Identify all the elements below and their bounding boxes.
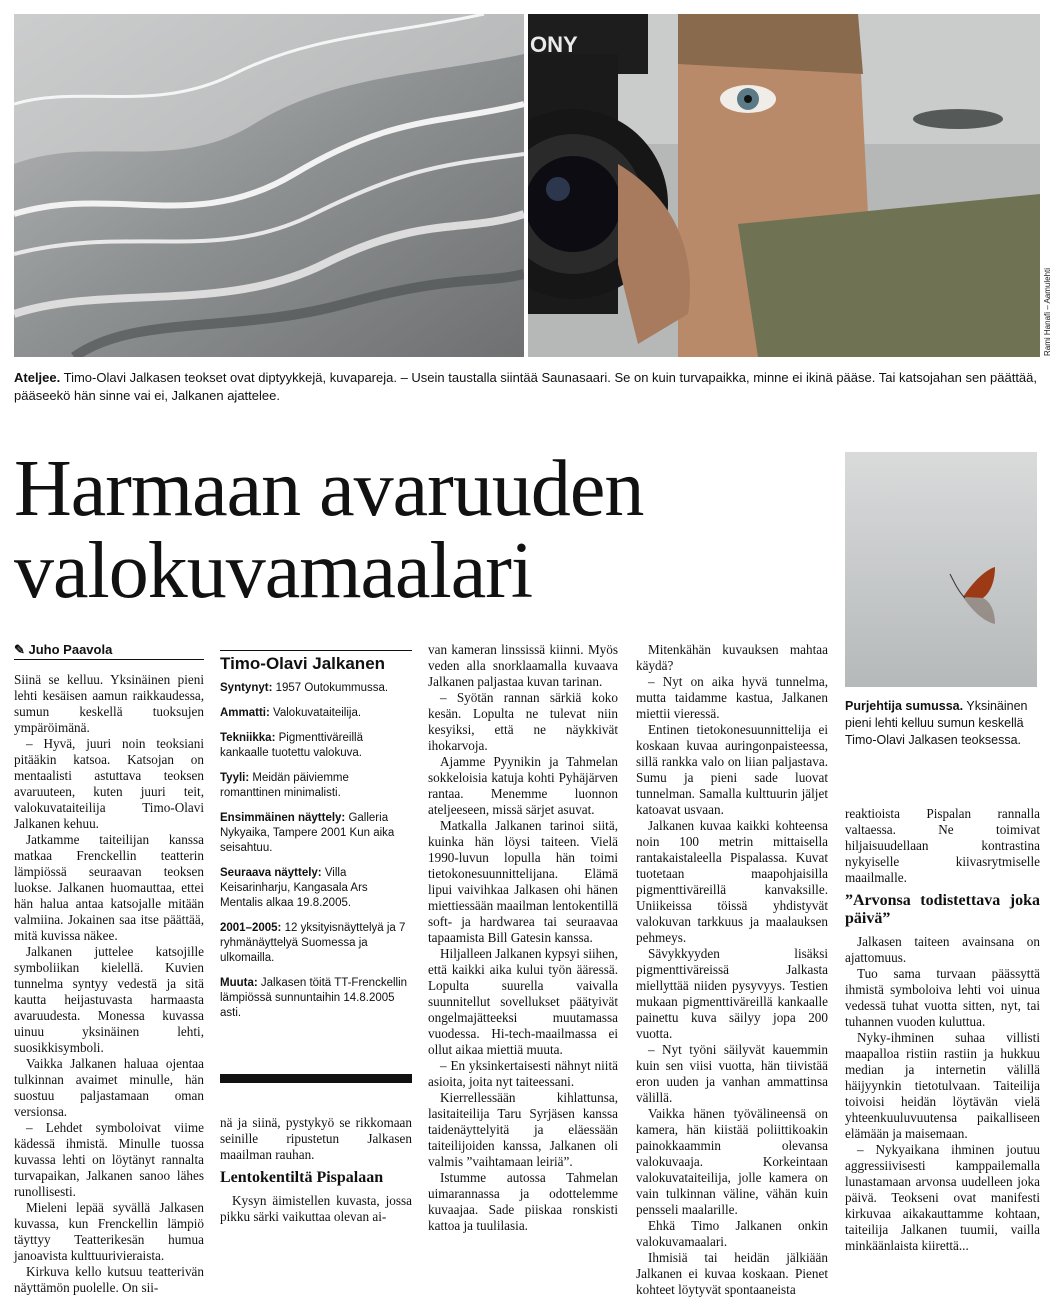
fact-item: Muuta: Jalkasen töitä TT-Frenckellin lämpiössä sunnuntaihin 14.8.2005 asti.	[220, 977, 408, 1019]
column-5	[845, 806, 1040, 1254]
headline	[14, 445, 834, 615]
side-caption-text: Yksinäinen pieni lehti kelluu sumun keskellä Timo-Olavi Jalkasen teoksessa.	[845, 699, 1028, 747]
column-1	[14, 672, 204, 1296]
paragraph: – Hyvä, juuri noin teoksiani pitääkin katsoa. Katsojan on mentaalisti astuttava teoksen avaruuteen, kuten juuri teit, valokuvataiteilija Timo-Olavi Jalkanen kehuu.	[14, 736, 204, 831]
paragraph: – Syötän rannan särkiä koko kesän. Lopulta ne tulevat niin kesyiksi, että ne näykkivät ihokarvoja.	[428, 690, 618, 753]
top-caption-text: Timo-Olavi Jalkasen teokset ovat diptyykkejä, kuvapareja. – Usein taustalla siintää Saunasaari. Se on kuin turvapaikka, minne ei ikinä pääse. Tai katsojahan sen päättää, pääseekö hän sinne vai ei, Jalkanen ajattelee.	[14, 370, 1038, 403]
fact-item: Tekniikka: Pigmenttiväreillä kankaalle tuotettu valokuva.	[220, 732, 363, 759]
column-3	[428, 642, 618, 1234]
paragraph: Istumme autossa Tahmelan uimarannassa ja odottelemme kuvaajaa. Sade piiskaa ronskisti kattoa ja tuulilasia.	[428, 1170, 618, 1233]
paragraph: van kameran linssissä kiinni. Myös veden alla snorklaamalla kuvaava Jalkanen paljastaa kuvan tarinan.	[428, 642, 618, 689]
fact-item: Ammatti: Valokuvataiteilija.	[220, 707, 362, 719]
paragraph: Ajamme Pyynikin ja Tahmelan sokkeloisia katuja kohti Pyhäjärven rantaa. Menemme luonnon ateljeeseen, missä särjet asuvat.	[428, 754, 618, 817]
paragraph: Ihmisiä tai heidän jälkiään Jalkanen ei kuvaa koskaan. Pienet kohteet löytyvät spontaaneista	[636, 1250, 828, 1297]
paragraph: Jalkanen kuvaa kaikki kohteensa noin 100 metrin mittaisella rantakaistaleella Pispalassa. Kuvat tuotetaan maapohjaisilla pigmenttiväreillä kanvaksille. Uniikeissa töissä yhdistyvät valokuvan tarkkuus ja maalauksen pehmeys.	[636, 818, 828, 945]
author-icon: ✎	[14, 642, 29, 657]
column-2-bottom	[220, 1115, 412, 1225]
byline-author: Juho Paavola	[28, 642, 113, 657]
paragraph: Kirkuva kello kutsuu teatterivän näyttämön puolelle. On sii-	[14, 1264, 204, 1295]
paragraph: Sävykkyyden lisäksi pigmenttiväreissä Jalkasta miellyttää niiden pysyvyys. Testien mukaan pigmenttiväreillä kankaalle painettu kuva säilyy jopa 200 vuotta.	[636, 946, 828, 1041]
paragraph: – Nykyaikana ihminen joutuu aggressiivisesti kamppailemalla lunastamaan arvonsa uudelleen joka päivä. Teokseni ovat manifesti kirkuvaa aikakauttamme kohtaan, taiteilija Jalkanen tuumii, vailla minkäänlaista kiirettä...	[845, 1142, 1040, 1253]
paragraph: Mitenkähän kuvauksen mahtaa käydä?	[636, 642, 828, 673]
paragraph: – Nyt on aika hyvä tunnelma, mutta taidamme kastua, Jalkanen miettii vieressä.	[636, 674, 828, 721]
photo-credit: Rami Hanafi – Aamulehti	[1043, 267, 1052, 356]
paragraph: – En yksinkertaisesti nähnyt niitä asioita, joita nyt taiteessani.	[428, 1058, 618, 1089]
photo-leaf-in-mist	[845, 452, 1037, 687]
paragraph: – Lehdet symboloivat viime kädessä ihmistä. Minulle tuossa kuvassa lehti on löytänyt rannalta turvapaikan, Jalkanen sanoo lähes runollisesti.	[14, 1120, 204, 1199]
side-caption	[845, 698, 1040, 749]
paragraph: – Nyt työni säilyvät kauemmin kuin sen viisi vuotta, hän tiivistää eron uuden ja vanhan ammattinsa välillä.	[636, 1042, 828, 1105]
paragraph: Siinä se kelluu. Yksinäinen pieni lehti kesäisen aamun raikkaudessa, sumun keskellä tuoksujen ympäröimänä.	[14, 672, 204, 735]
paragraph: Jalkasen taiteen avainsana on ajattomuus.	[845, 934, 1040, 965]
byline	[14, 642, 112, 658]
top-caption	[14, 369, 1044, 405]
subheading-2: ”Arvonsa todistettava joka päivä”	[845, 892, 1040, 927]
paragraph: nä ja siinä, pystykyö se rikkomaan seinille ripustetun Jalkasen maailman rauhan.	[220, 1115, 412, 1162]
headline-line-1: Harmaan avaruuden	[14, 445, 644, 533]
paragraph: Hiljalleen Jalkanen kypsyi siihen, että kaikki aika kului työn ääressä. Lopulta suurella vaivalla suunnitellut sovellukset päätyivät ongelmajätteeksi muutamassa vuodessa. Hi-tech-maailmassa ei ollut aikaa miettiä muuta.	[428, 946, 618, 1057]
paragraph: reaktioista Pispalan rannalla valtaessa. Ne toimivat hiljaisuudellaan kontrastina nykyiselle kiivasrytmiselle maailmalle.	[845, 806, 1040, 885]
fact-item: Syntynyt: 1957 Outokummussa.	[220, 682, 389, 694]
paragraph: Tuo sama turvaan päässyttä ihmistä symboloiva lehti voi uinua vedessä tuhat vuotta sitten, nyt, tai tuhannen vuoden kuluttua.	[845, 966, 1040, 1029]
paragraph: Vaikka Jalkanen haluaa ojentaa tulkinnan avaimet minulle, hän suostuu paljastamaan oman versionsa.	[14, 1056, 204, 1119]
paragraph: Matkalla Jalkanen tarinoi siitä, kuinka hän löysi taiteen. Vielä 1990-luvun lopulla hän toimi tietokonesuunnittelijana. Elämä lipui vaivihkaa Jalkasen ohi hänen miettiessään maailman lentokentillä soft- ja hardwarea tai seuraavaa tapaamista Bill Gatesin kanssa.	[428, 818, 618, 945]
photo-shoreline	[14, 14, 524, 357]
side-caption-lead: Purjehtija sumussa.	[845, 699, 964, 713]
infobox-top-rule	[220, 650, 412, 651]
fact-item: Tyyli: Meidän päiviemme romanttinen minimalisti.	[220, 772, 349, 799]
paragraph: Vaikka hänen työvälineensä on kamera, hän kiistää poliittikoakin painokkaammin olevansa valokuvaaja. Korkeintaan valokuvataiteilija, jolle kamera on vain tulkinnan väline, vähän kuin pensseli maalarille.	[636, 1106, 828, 1217]
headline-line-2: valokuvamaalari	[14, 527, 533, 615]
column-4	[636, 642, 828, 1298]
fact-box	[220, 656, 412, 1031]
paragraph: Jalkanen juttelee katsojille symboliikan kielellä. Kuvien tunnelma syntyy vedestä ja sitä kautta heijastuvasta harmaasta avaruudesta. Monessa kuvassa uinuu yksinäinen lehti, suosikkisymboli.	[14, 944, 204, 1055]
byline-rule	[14, 659, 204, 660]
paragraph: Ehkä Timo Jalkanen onkin valokuvamaalari.	[636, 1218, 828, 1249]
fact-item: 2001–2005: 12 yksityisnäyttelyä ja 7 ryhmänäyttelyä Suomessa ja ulkomailla.	[220, 922, 406, 964]
subheading-1: Lentokentiltä Pispalaan	[220, 1169, 384, 1186]
top-caption-lead: Ateljee.	[14, 370, 61, 385]
fact-item: Seuraava näyttely: Villa Keisarinharju, Kangasala Ars Mentalis alkaa 19.8.2005.	[220, 867, 368, 909]
paragraph: Entinen tietokonesuunnittelija ei koskaan kuvaa auringonpaisteessa, sillä rankka valo on liian paljastava. Sumu ja pieni sade luovat tunnelman. Samalla kulttuurin jäljet katoavat usvaan.	[636, 722, 828, 817]
paragraph: Kysyn äimistellen kuvasta, jossa pikku särki vaikuttaa olevan ai-	[220, 1193, 412, 1224]
fact-item: Ensimmäinen näyttely: Galleria Nykyaika, Tampere 2001 Kun aika seisahtuu.	[220, 812, 395, 854]
paragraph: Jatkamme taiteilijan kanssa matkaa Frenckellin teatterin lämpiössä seuraavan teoksen luokse. Jalkanen huomauttaa, ettei hän halua antaa katsojalle mitään valmiina. Jokainen saa itse päättää, mitä kuvissa näkee.	[14, 832, 204, 943]
paragraph: Kierrellessään kihlattunsa, lasitaiteilija Taru Syrjäsen kanssa taidenäyttelyitä ja eläessään taiteilijoiden kanssa, Jalkanen oli valmis ”vaihtamaan leiriä”.	[428, 1090, 618, 1169]
photo-photographer	[528, 14, 1040, 357]
svg-text:ONY: ONY	[530, 32, 578, 57]
fact-box-title: Timo-Olavi Jalkanen	[220, 654, 386, 673]
paragraph: Mieleni lepää syvällä Jalkasen kuvassa, kun Frenckellin lämpiö täyttyy Teatterikesän humua janoavista kulttuurivieraista.	[14, 1200, 204, 1263]
infobox-bottom-bar	[220, 1074, 412, 1083]
paragraph: Nyky-ihminen suhaa villisti maapalloa ristiin rastiin ja hukkuu median ja internetin välillä häijyynkin tietotulvaan. Taiteilija toivoisi heidän löytävän vielä yhteenkuuluvuutensa paikalliseen elämään ja maisemaan.	[845, 1030, 1040, 1141]
